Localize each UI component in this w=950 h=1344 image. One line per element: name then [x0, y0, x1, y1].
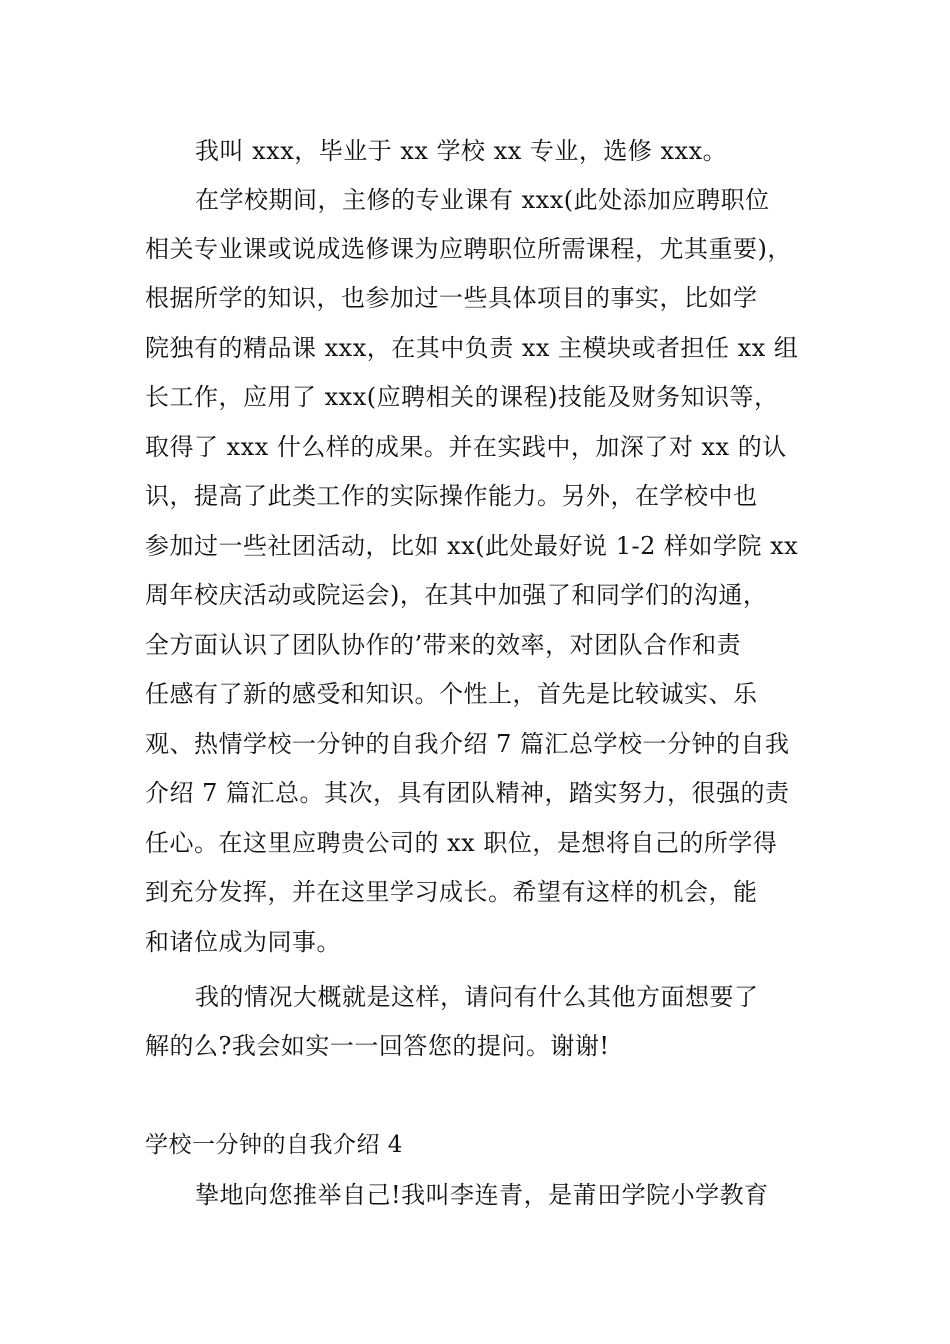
paragraph-line: 和诸位成为同事。	[145, 928, 341, 956]
paragraph-line: 挚地向您推举自己!我叫李连青，是莆田学院小学教育	[195, 1181, 769, 1209]
paragraph-line: 相关专业课或说成选修课为应聘职位所需课程，尤其重要)，	[145, 235, 792, 263]
paragraph-line: 任感有了新的感受和知识。个性上，首先是比较诚实、乐	[145, 680, 758, 708]
paragraph-line: 我叫 xxx，毕业于 xx 学校 xx 专业，选修 xxx。	[195, 137, 728, 165]
paragraph-line: 识，提高了此类工作的实际操作能力。另外，在学校中也	[145, 482, 758, 510]
paragraph-line: 我的情况大概就是这样，请问有什么其他方面想要了	[195, 983, 759, 1011]
paragraph-line: 参加过一些社团活动，比如 xx(此处最好说 1-2 样如学院 xx	[145, 532, 799, 560]
paragraph-line: 观、热情学校一分钟的自我介绍 7 篇汇总学校一分钟的自我	[145, 730, 790, 758]
paragraph-line: 根据所学的知识，也参加过一些具体项目的事实，比如学	[145, 284, 758, 312]
paragraph-line: 取得了 xxx 什么样的成果。并在实践中，加深了对 xx 的认	[145, 433, 787, 461]
paragraph-line: 在学校期间，主修的专业课有 xxx(此处添加应聘职位	[195, 186, 770, 214]
section-heading: 学校一分钟的自我介绍 4	[145, 1132, 403, 1158]
paragraph-line: 介绍 7 篇汇总。其次，具有团队精神，踏实努力，很强的责	[145, 779, 790, 807]
paragraph-line: 院独有的精品课 xxx，在其中负责 xx 主模块或者担任 xx 组	[145, 334, 799, 362]
paragraph-line: 解的么?我会如实一一回答您的提问。谢谢!	[145, 1032, 610, 1060]
paragraph-line: 全方面认识了团队协作的’带来的效率，对团队合作和责	[145, 631, 742, 659]
paragraph-line: 任心。在这里应聘贵公司的 xx 职位，是想将自己的所学得	[145, 829, 778, 857]
paragraph-line: 到充分发挥，并在这里学习成长。希望有这样的机会，能	[145, 878, 758, 906]
paragraph-line: 长工作，应用了 xxx(应聘相关的课程)技能及财务知识等，	[145, 383, 779, 411]
paragraph-line: 周年校庆活动或院运会)，在其中加强了和同学们的沟通，	[145, 581, 768, 609]
